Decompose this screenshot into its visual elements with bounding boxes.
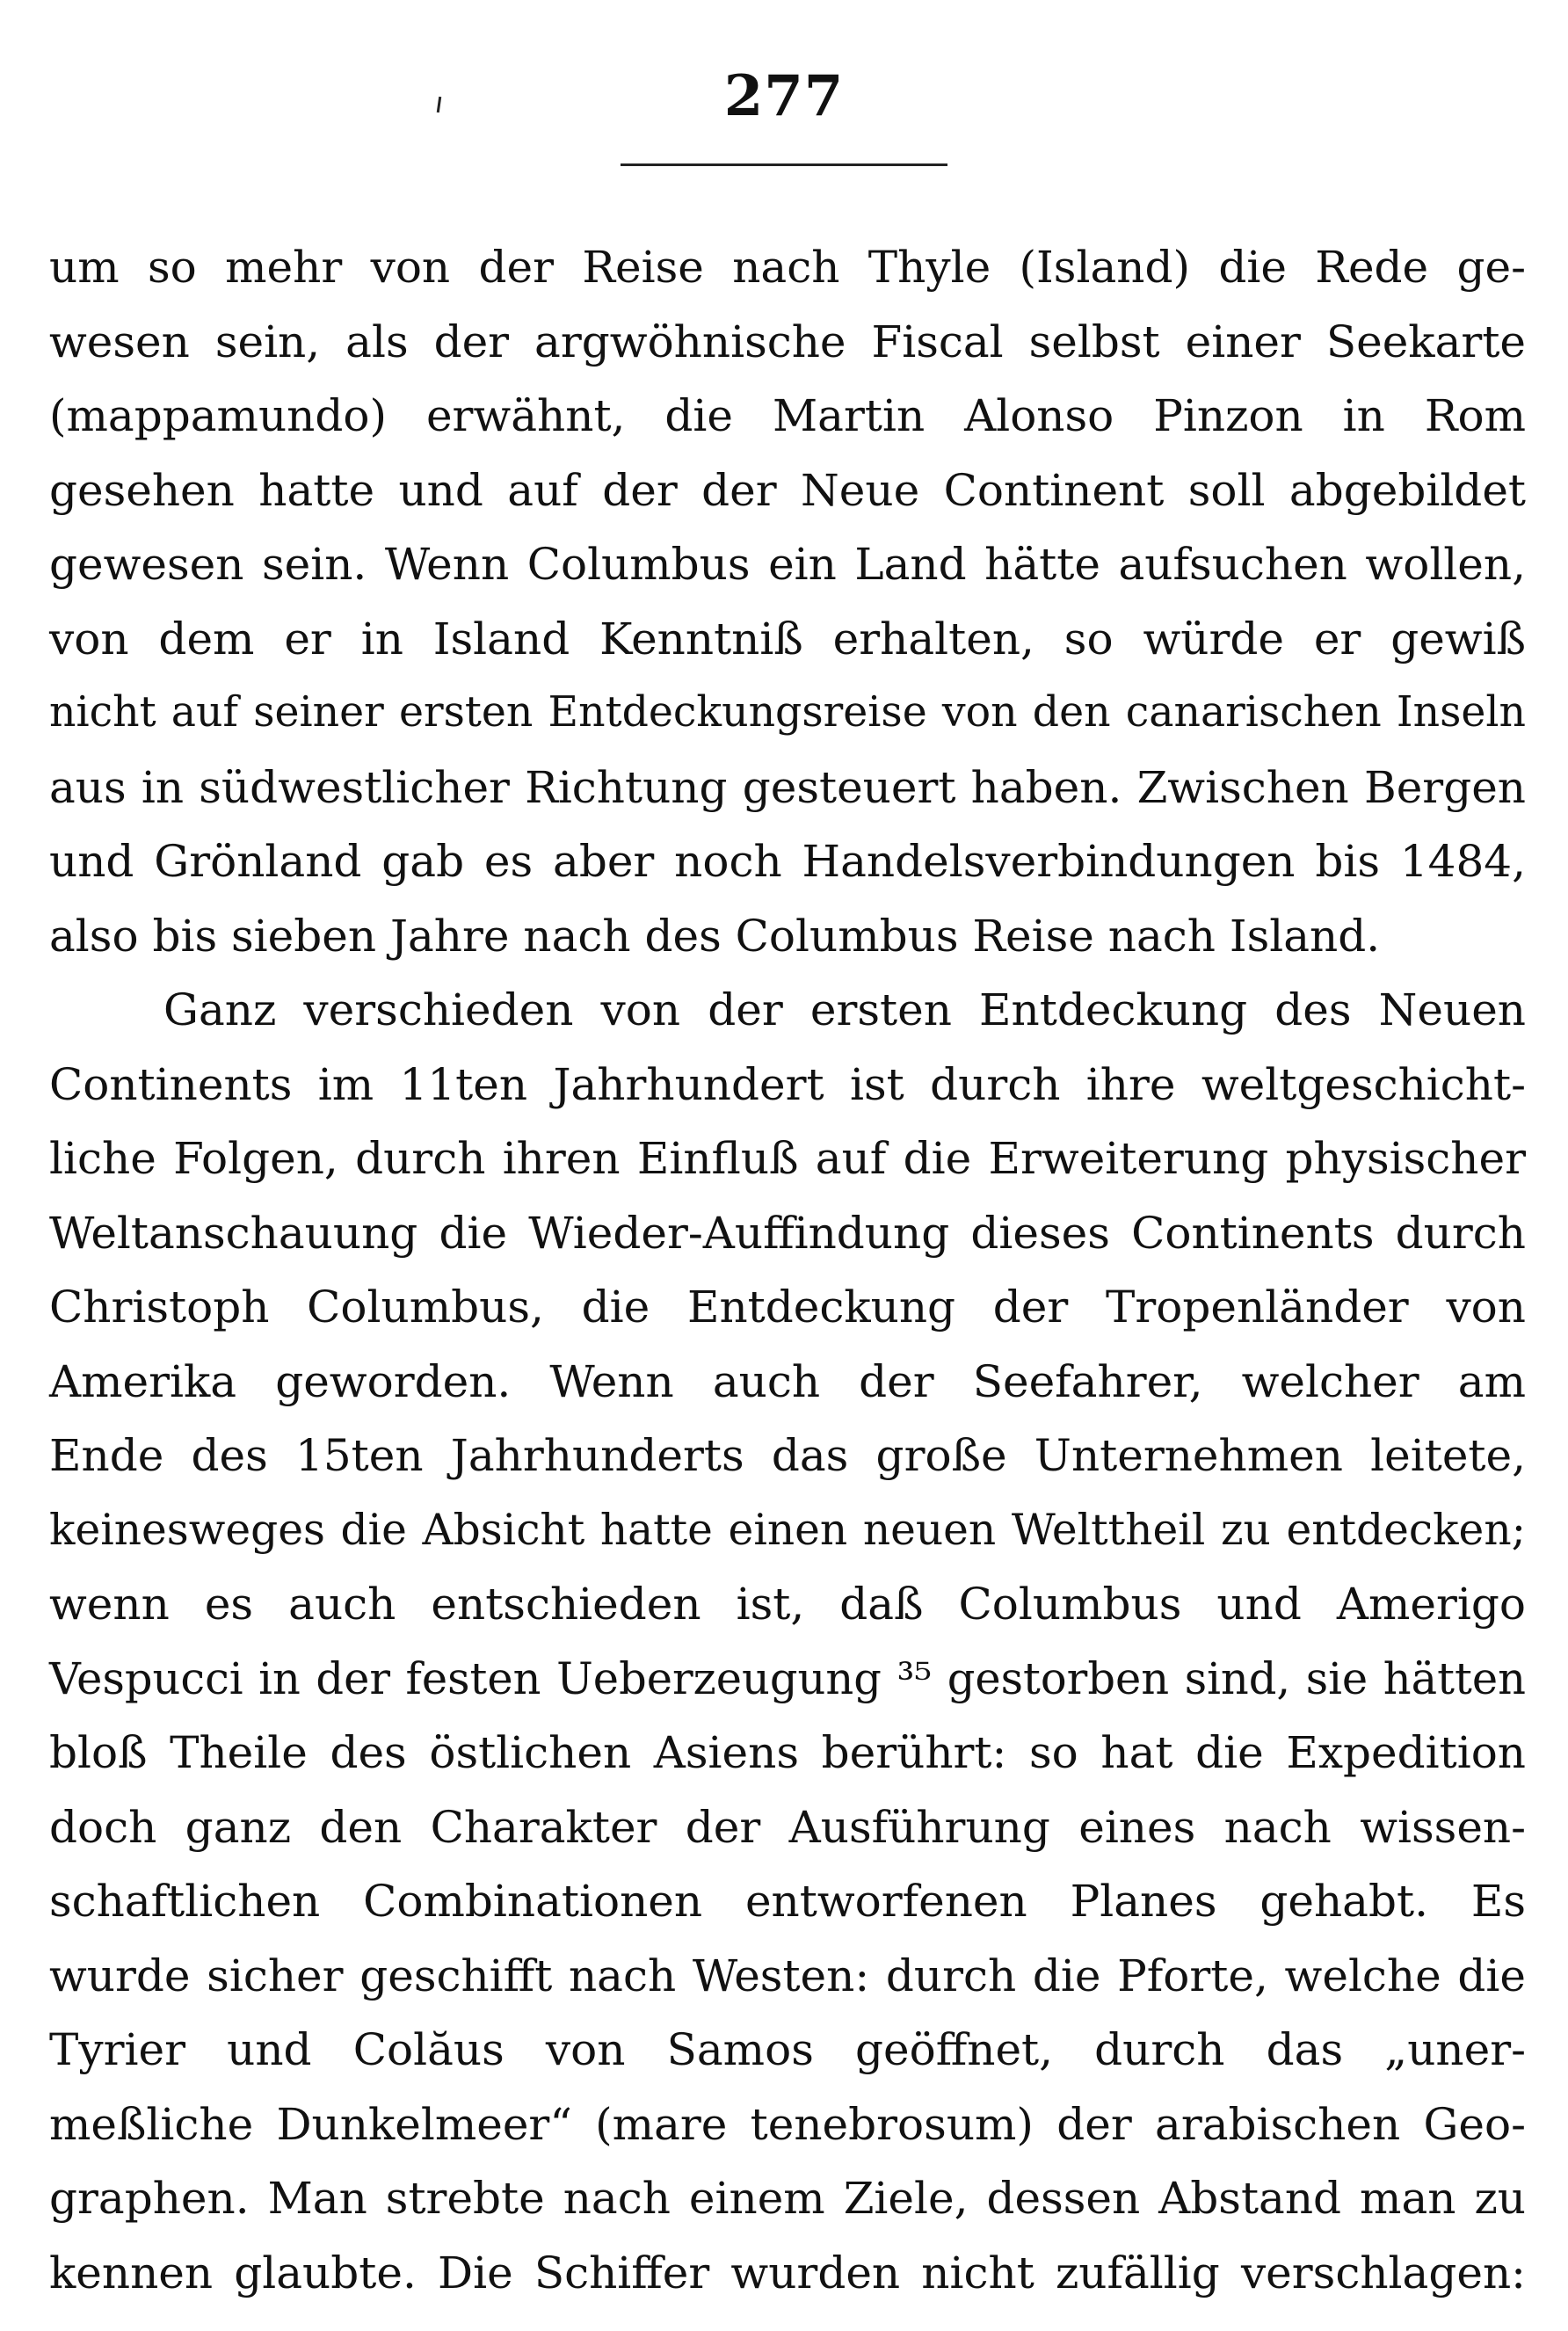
page-number: 277 bbox=[723, 63, 845, 129]
text-line: Vespucci in der festen Ueberzeugung ³⁵ gestorben sind, sie hätten bbox=[49, 1652, 1526, 1704]
text-line: Ende des 15ten Jahrhunderts das große Unternehmen leitete, bbox=[49, 1430, 1526, 1481]
text-line: aus in südwestlicher Richtung gesteuert haben. Zwischen Bergen bbox=[49, 761, 1526, 813]
text-line: graphen. Man strebte nach einem Ziele, dessen Abstand man zu bbox=[49, 2173, 1526, 2224]
text-line: Ganz verschieden von der ersten Entdeckung des Neuen bbox=[163, 984, 1526, 1035]
text-line: (mappamundo) erwähnt, die Martin Alonso Pinzon in Rom bbox=[49, 390, 1526, 441]
text-line: bloß Theile des östlichen Asiens berührt: so hat die Expedition bbox=[49, 1727, 1526, 1778]
text-line: kennen glaubte. Die Schiffer wurden nicht zufällig verschlagen: bbox=[49, 2247, 1526, 2298]
text-line: gewesen sein. Wenn Columbus ein Land hätte aufsuchen wollen, bbox=[49, 539, 1526, 590]
text-line: Christoph Columbus, die Entdeckung der Tropenländer von bbox=[49, 1282, 1526, 1333]
text-line: wenn es auch entschieden ist, daß Columbus und Amerigo bbox=[49, 1579, 1526, 1630]
text-line: wesen sein, als der argwöhnische Fiscal selbst einer Seekarte bbox=[49, 316, 1526, 367]
text-line: also bis sieben Jahre nach des Columbus Reise nach Island. bbox=[49, 910, 1381, 962]
text-line: liche Folgen, durch ihren Einfluß auf die Erweiterung physischer bbox=[49, 1133, 1526, 1184]
text-line: meßliche Dunkelmeer“ (mare tenebrosum) der arabischen Geo- bbox=[49, 2098, 1526, 2150]
text-line: schaftlichen Combinationen entworfenen Planes gehabt. Es bbox=[49, 1876, 1526, 1927]
text-line: wurde sicher geschifft nach Westen: durch die Pforte, welche die bbox=[49, 1950, 1526, 2001]
text-line: Continents im 11ten Jahrhundert ist durch ihre weltgeschicht- bbox=[49, 1058, 1526, 1110]
text-line: und Grönland gab es aber noch Handelsverbindungen bis 1484, bbox=[49, 836, 1526, 887]
body-text bbox=[49, 230, 1526, 2310]
text-line: von dem er in Island Kenntniß erhalten, so würde er gewiß bbox=[49, 613, 1526, 664]
header-rule bbox=[621, 163, 947, 166]
text-line: um so mehr von der Reise nach Thyle (Island) die Rede ge- bbox=[49, 242, 1526, 293]
text-line: gesehen hatte und auf der der Neue Continent soll abgebildet bbox=[49, 464, 1526, 516]
text-line: Amerika geworden. Wenn auch der Seefahrer, welcher am bbox=[49, 1355, 1526, 1407]
text-line: Tyrier und Colăus von Samos geöffnet, durch das „uner- bbox=[49, 2024, 1526, 2075]
text-line: nicht auf seiner ersten Entdeckungsreise von den canarischen Inseln bbox=[49, 688, 1526, 737]
text-line: doch ganz den Charakter der Ausführung eines nach wissen- bbox=[49, 1801, 1526, 1853]
text-line: Weltanschauung die Wieder-Auffindung dieses Continents durch bbox=[49, 1207, 1526, 1259]
text-line: keinesweges die Absicht hatte einen neuen Welttheil zu entdecken; bbox=[49, 1505, 1526, 1555]
